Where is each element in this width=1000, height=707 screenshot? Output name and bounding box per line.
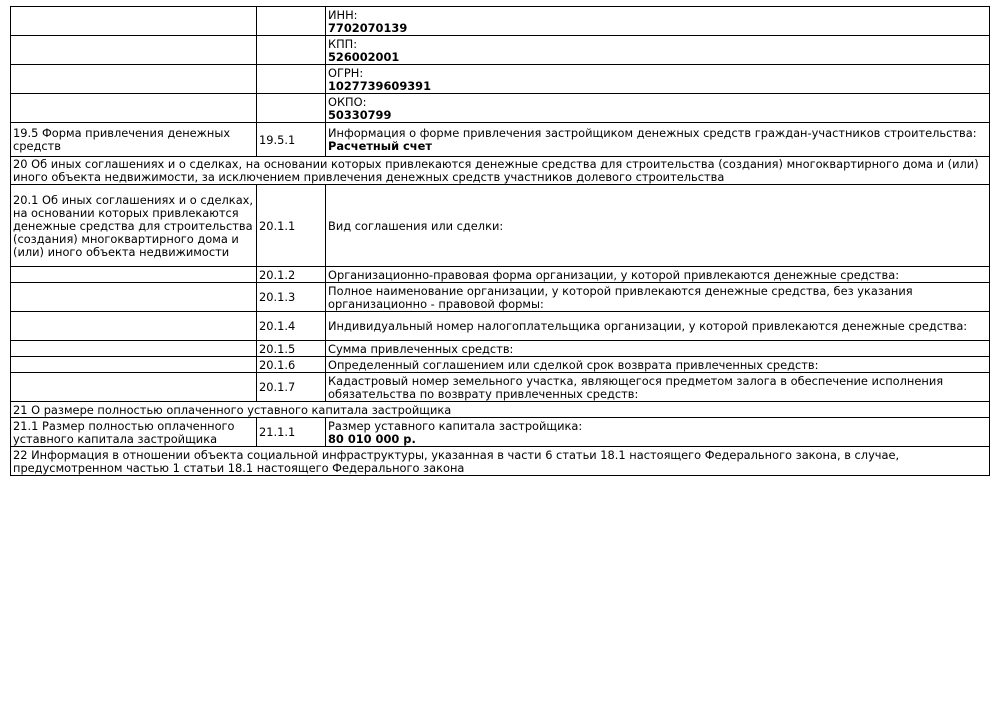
- field-label: ОКПО:: [328, 94, 367, 109]
- item-code-cell: 20.1.6: [257, 357, 326, 373]
- field-value: 80 010 000 р.: [328, 431, 416, 446]
- field-value: 1027739609391: [328, 78, 432, 93]
- field-value: Расчетный счет: [328, 139, 432, 153]
- field-label: Размер уставного капитала застройщика:: [328, 418, 583, 433]
- item-title-cell: 20.1 Об иных соглашениях и о сделках, на основании которых привлекаются денежные средства для строительства (создания) многоквартирного дома и (или) иного объекта недвижимости: [11, 185, 257, 267]
- field-value: 7702070139: [328, 20, 408, 35]
- item-title-cell: [11, 283, 257, 312]
- item-content-cell: [326, 65, 990, 94]
- section-title-cell: 21 О размере полностью оплаченного уставного капитала застройщика: [11, 402, 990, 418]
- declaration-table-body: [11, 7, 990, 476]
- item-title-cell: [11, 7, 257, 36]
- item-code-cell: 20.1.7: [257, 373, 326, 402]
- field-label: ОГРН:: [328, 65, 364, 80]
- item-content-cell: [326, 357, 990, 373]
- item-code-cell: 20.1.1: [257, 185, 326, 267]
- table-row: [11, 185, 990, 267]
- item-title-cell: [11, 65, 257, 94]
- field-label: Кадастровый номер земельного участка, являющегося предметом залога в обеспечение исполнения обязательства по возврату привлеченных средств:: [328, 373, 944, 401]
- item-code-cell: 20.1.5: [257, 341, 326, 357]
- item-code-cell: 20.1.4: [257, 312, 326, 341]
- item-code-cell: [257, 94, 326, 123]
- field-label: Определенный соглашением или сделкой срок возврата привлеченных средств:: [328, 357, 819, 372]
- section-title-cell: 22 Информация в отношении объекта социальной инфраструктуры, указанная в части 6 статьи 18.1 настоящего Федерального закона, в случае, предусмотренном частью 1 статьи 18.1 настоящего Федерального закона: [11, 447, 990, 476]
- item-content-cell: [326, 185, 990, 267]
- table-row: [11, 357, 990, 373]
- item-content-cell: [326, 94, 990, 123]
- item-content-cell: [326, 418, 990, 447]
- table-row: [11, 7, 990, 36]
- item-title-cell: 19.5 Форма привлечения денежных средств: [11, 123, 257, 157]
- field-value: 50330799: [328, 107, 392, 122]
- item-title-cell: [11, 357, 257, 373]
- item-content-cell: [326, 283, 990, 312]
- item-title-cell: 21.1 Размер полностью оплаченного уставного капитала застройщика: [11, 418, 257, 447]
- item-code-cell: 21.1.1: [257, 418, 326, 447]
- declaration-table: [10, 6, 990, 476]
- section-title-cell: 20 Об иных соглашениях и о сделках, на основании которых привлекаются денежные средства для строительства (создания) многоквартирного дома и (или) иного объекта недвижимости, за исключением привлечения денежных средств участников долевого строительства: [11, 157, 990, 185]
- item-title-cell: [11, 267, 257, 283]
- item-content-cell: [326, 267, 990, 283]
- item-title-cell: [11, 373, 257, 402]
- section-row: [11, 157, 990, 185]
- field-label: Сумма привлеченных средств:: [328, 341, 514, 356]
- item-code-cell: 20.1.3: [257, 283, 326, 312]
- field-label: Организационно-правовая форма организации, у которой привлекаются денежные средства:: [328, 267, 900, 282]
- item-content-cell: [326, 341, 990, 357]
- item-content-cell: [326, 312, 990, 341]
- field-label: КПП:: [328, 36, 358, 51]
- table-row: [11, 341, 990, 357]
- item-code-cell: [257, 65, 326, 94]
- field-label: Информация о форме привлечения застройщиком денежных средств граждан-участников строительства:: [328, 126, 977, 140]
- table-row: [11, 312, 990, 341]
- declaration-sheet: [10, 6, 990, 476]
- table-row: [11, 36, 990, 65]
- table-row: [11, 418, 990, 447]
- item-content-cell: [326, 7, 990, 36]
- item-content-cell: [326, 36, 990, 65]
- field-value: 526002001: [328, 49, 400, 64]
- table-row: [11, 94, 990, 123]
- item-code-cell: 20.1.2: [257, 267, 326, 283]
- field-label: Вид соглашения или сделки:: [328, 218, 504, 233]
- section-row: [11, 402, 990, 418]
- field-label: Полное наименование организации, у которой привлекаются денежные средства, без указания организационно - правовой формы:: [328, 283, 913, 311]
- item-code-cell: 19.5.1: [257, 123, 326, 157]
- item-code-cell: [257, 36, 326, 65]
- section-row: [11, 447, 990, 476]
- item-title-cell: [11, 341, 257, 357]
- table-row: [11, 65, 990, 94]
- table-row: [11, 123, 990, 157]
- item-content-cell: [326, 373, 990, 402]
- field-label: ИНН:: [328, 7, 358, 22]
- item-content-cell: [326, 123, 990, 157]
- item-title-cell: [11, 312, 257, 341]
- item-title-cell: [11, 36, 257, 65]
- table-row: [11, 283, 990, 312]
- item-code-cell: [257, 7, 326, 36]
- item-title-cell: [11, 94, 257, 123]
- table-row: [11, 373, 990, 402]
- field-label: Индивидуальный номер налогоплательщика организации, у которой привлекаются денежные средства:: [328, 319, 968, 333]
- table-row: [11, 267, 990, 283]
